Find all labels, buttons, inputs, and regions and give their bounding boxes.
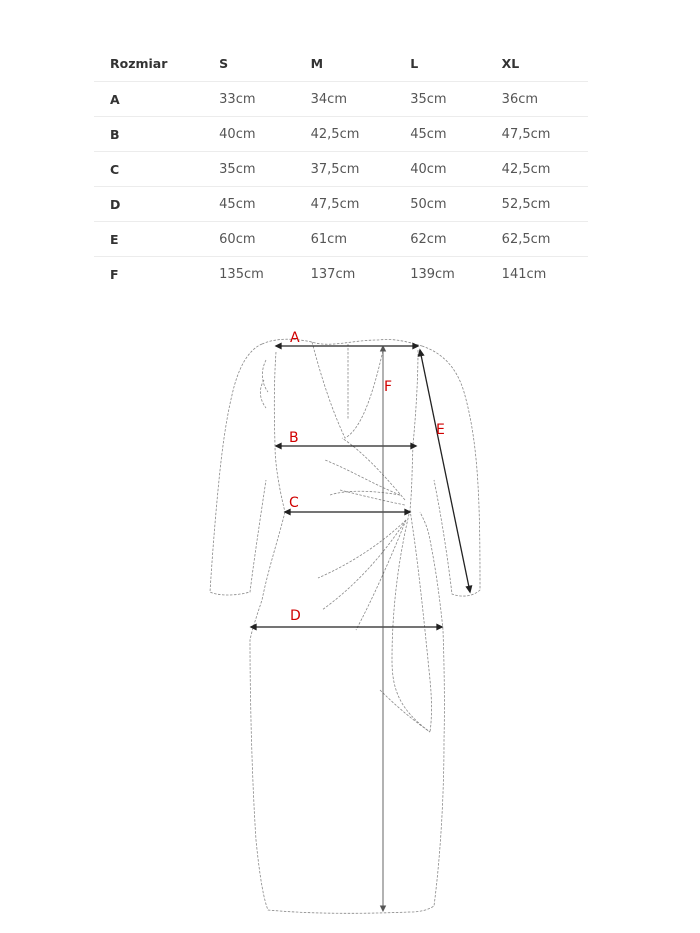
table-cell: 36cm xyxy=(486,82,588,117)
table-cell: 42,5cm xyxy=(295,117,395,152)
table-cell: 62cm xyxy=(394,222,485,257)
row-label: B xyxy=(94,117,203,152)
arrowhead-icon xyxy=(251,625,256,630)
table-cell: 47,5cm xyxy=(486,117,588,152)
table-cell: 52,5cm xyxy=(486,187,588,222)
arrowhead-icon xyxy=(276,444,281,449)
table-cell: 40cm xyxy=(394,152,485,187)
row-label: D xyxy=(94,187,203,222)
table-cell: 35cm xyxy=(394,82,485,117)
row-label: C xyxy=(94,152,203,187)
measure-line-e xyxy=(420,350,470,592)
header-cell-m: M xyxy=(295,45,395,82)
table-cell: 139cm xyxy=(410,266,455,282)
table-cell: 37,5cm xyxy=(295,152,395,187)
table-row xyxy=(94,222,588,257)
table-header-row xyxy=(94,45,588,82)
table-cell: 47,5cm xyxy=(295,187,395,222)
row-label: A xyxy=(94,82,203,117)
arrowhead-icon xyxy=(467,586,472,592)
table-cell: 135cm xyxy=(219,266,264,282)
table-cell: 62,5cm xyxy=(486,222,588,257)
table-cell: 34cm xyxy=(295,82,395,117)
measurement-line-f xyxy=(381,346,386,911)
row-label: F xyxy=(110,266,119,282)
table-cell: 35cm xyxy=(203,152,294,187)
table-cell: 137cm xyxy=(310,266,356,282)
arrowhead-icon xyxy=(437,625,442,630)
header-cell-xl: XL xyxy=(486,45,588,82)
table-row xyxy=(94,117,588,152)
table-cell: 42,5cm xyxy=(486,152,588,187)
table-row xyxy=(94,187,588,222)
table-cell: 45cm xyxy=(203,187,294,222)
table-cell: 60cm xyxy=(203,222,294,257)
table-row xyxy=(94,152,588,187)
row-label: E xyxy=(94,222,203,257)
arrowhead-icon xyxy=(411,444,416,449)
label-d: D xyxy=(290,608,301,624)
arrowhead-icon xyxy=(405,510,410,515)
table-cell: 141cm xyxy=(501,266,547,282)
table-row xyxy=(94,82,588,117)
header-cell-size: Rozmiar xyxy=(94,45,203,82)
table-cell: 50cm xyxy=(394,187,485,222)
header-cell-s: S xyxy=(203,45,294,82)
measurement-lines xyxy=(251,344,472,630)
table-cell: 33cm xyxy=(203,82,294,117)
measurement-labels xyxy=(289,330,445,624)
label-c: C xyxy=(289,495,299,511)
label-b: B xyxy=(289,430,299,446)
header-cell-l: L xyxy=(394,45,485,82)
table-cell: 40cm xyxy=(203,117,294,152)
label-e: E xyxy=(436,422,445,438)
label-f: F xyxy=(384,379,393,395)
label-a: A xyxy=(290,330,300,346)
arrowhead-icon xyxy=(419,350,424,356)
table-cell: 45cm xyxy=(394,117,485,152)
dress-measurement-diagram xyxy=(0,300,700,933)
arrowhead-icon xyxy=(381,906,386,911)
size-chart-table xyxy=(94,45,588,291)
table-row xyxy=(94,257,588,292)
arrowhead-icon xyxy=(276,344,281,349)
arrowhead-icon xyxy=(381,346,386,351)
table-cell: 61cm xyxy=(295,222,395,257)
